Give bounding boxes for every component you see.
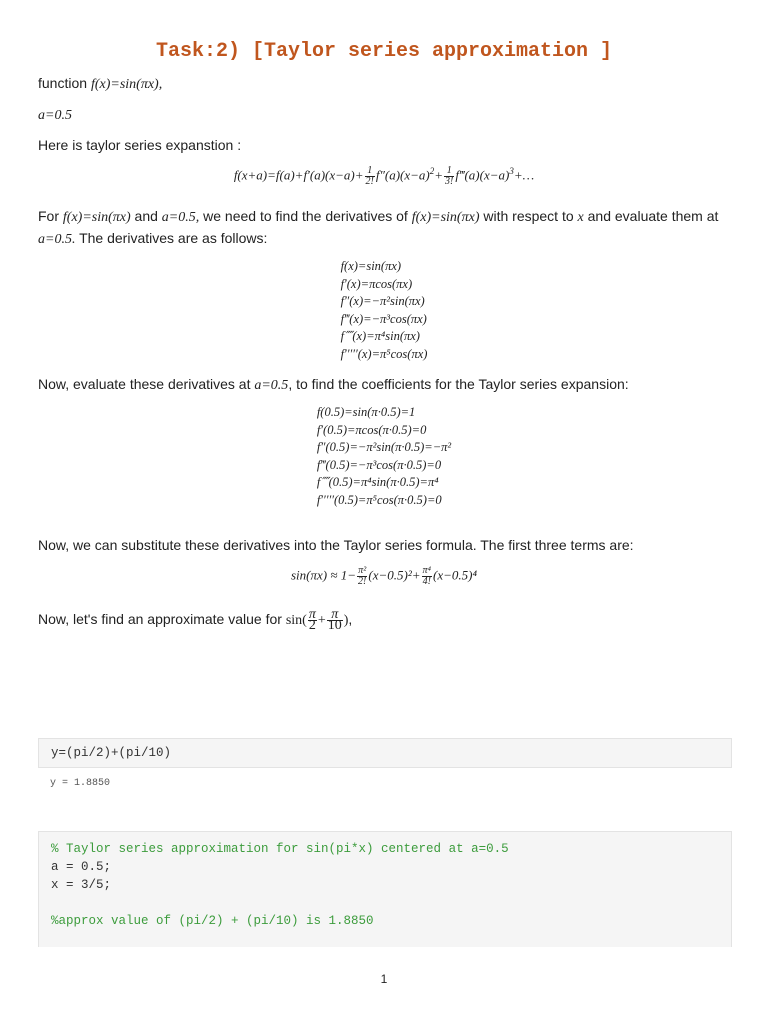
function-label: function — [38, 75, 88, 91]
formula-second-term: f″(a)(x−a) — [375, 167, 430, 183]
function-definition — [38, 75, 162, 93]
fraction-pi-fourth: $\frac{\text{π⁴}}{4!}$ — [422, 565, 431, 587]
code-line: y=(pi/2)+(pi/10) — [51, 746, 172, 760]
evaluations-list — [0, 404, 768, 509]
fraction-pi-over-2: $\frac{\pi}{2}$ — [308, 607, 316, 633]
fraction-pi-squared: $\frac{\text{π²}}{2!}$ — [358, 565, 367, 587]
code-cell-taylor[interactable] — [38, 831, 732, 947]
code-cell-y[interactable] — [38, 738, 732, 768]
derivative-3: f‴(x)=−π³cos(πx) — [340, 311, 427, 326]
page-title: Task:2) [Taylor series approximation ] — [155, 40, 613, 63]
formula-third-term: f‴(a)(x−a) — [455, 167, 510, 183]
evaluation-4: f⁗(0.5)=π⁴sin(π·0.5)=π⁴ — [316, 475, 439, 489]
derivative-5: f′′′′′(x)=π⁵cos(πx) — [340, 346, 428, 361]
taylor-approximation: sin(πx) ≈ 1− $\frac{\text{π²}}{2!}$ (x−0.5)²+ $\frac{\text{π⁴}}{4!}$ (x−0.5)⁴ — [291, 565, 477, 587]
fraction-one-over-three-factorial: $\frac{1}{3!}$ — [445, 165, 454, 187]
evaluation-1: f′(0.5)=πcos(π·0.5)=0 — [316, 422, 427, 437]
fraction-pi-over-10: $\frac{\pi}{10}$ — [327, 607, 342, 633]
code-comment-approx: %approx value of (pi/2) + (pi/10) is 1.8850 — [51, 914, 374, 928]
code-line-x: x = 3/5; — [51, 878, 112, 892]
evaluate-intro: Now, evaluate these derivatives at a=0.5, to find the coefficients for the Taylor series expansion: — [38, 376, 629, 393]
formula-end: +… — [513, 167, 535, 183]
code-line-a: a = 0.5; — [51, 860, 112, 874]
substitute-intro: Now, we can substitute these derivatives into the Taylor series formula. The first three terms are: — [38, 537, 634, 553]
code-output: y = 1.8850 — [50, 778, 111, 789]
a-value — [38, 106, 72, 124]
derivative-0: f(x)=sin(πx) — [340, 259, 402, 273]
derivatives-list — [0, 258, 768, 363]
fraction-one-over-two-factorial: $\frac{1}{2!}$ — [365, 165, 374, 187]
derivative-1: f′(x)=πcos(πx) — [340, 276, 413, 291]
taylor-series-formula: f(x+a)=f(a)+f′(a)(x−a)+ $\frac{1}{2!}$ $f''(a)(x-a)^2+$ $\frac{1}{3!}$ $f‴(a)(x-a)^3+\dots$ — [233, 165, 535, 187]
evaluation-3: f‴(0.5)=−π³cos(π·0.5)=0 — [316, 457, 442, 472]
function-expression: f(x)=sin(πx), — [90, 77, 163, 92]
approx-value-intro: Now, let's find an approximate value for sin( $\frac{\pi}{2}$ + $\frac{\pi}{10}$ ), — [38, 607, 353, 633]
page-number: 1 — [380, 972, 388, 986]
a-expression: a=0.5 — [38, 108, 72, 123]
code-comment-line: % Taylor series approximation for sin(pi*x) centered at a=0.5 — [51, 842, 509, 856]
evaluation-0: f(0.5)=sin(π·0.5)=1 — [316, 405, 416, 419]
derivative-2: f″(x)=−π²sin(πx) — [340, 294, 425, 308]
derivatives-intro-line2: a=0.5. The derivatives are as follows: — [38, 230, 268, 247]
evaluation-2: f″(0.5)=−π²sin(π·0.5)=−π² — [316, 440, 452, 454]
expansion-label: Here is taylor series expanstion : — [38, 137, 242, 153]
derivative-4: f⁗(x)=π⁴sin(πx) — [340, 329, 420, 343]
evaluation-5: f′′′′′(0.5)=π⁵cos(π·0.5)=0 — [316, 492, 442, 507]
code-blank-line — [51, 894, 719, 912]
derivatives-intro-line1: For f(x)=sin(πx) and a=0.5, we need to find the derivatives of f(x)=sin(πx) with respect to x and evaluate them at — [38, 208, 719, 225]
formula-start: f(x+a)=f(a)+f′(a)(x−a)+ — [233, 167, 364, 183]
